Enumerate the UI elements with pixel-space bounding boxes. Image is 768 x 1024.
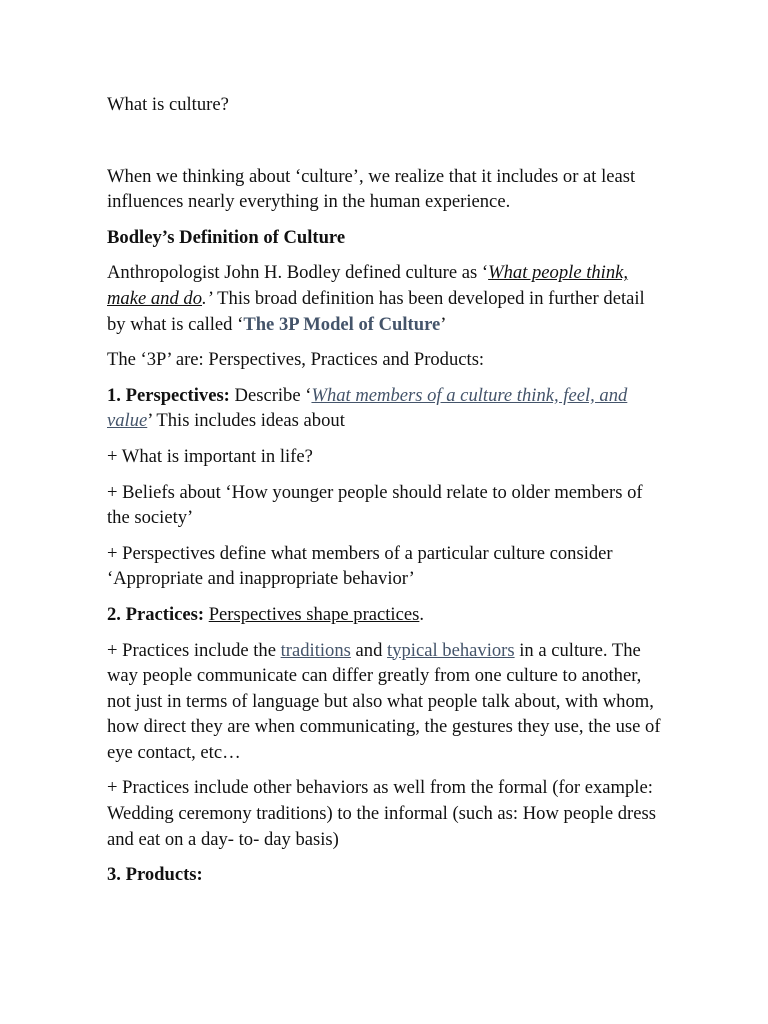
products-heading: 3. Products: (107, 864, 203, 886)
typical-behaviors-link[interactable]: typical behaviors (387, 639, 515, 661)
intro-paragraph: When we thinking about ‘culture’, we realize that it includes or at least influences nearly everything in the human experience. (107, 165, 636, 213)
bullet-important-in-life: + What is important in life? (107, 445, 313, 467)
practices-paragraph-2: + Practices include other behaviors as well from the formal (for example: Wedding ceremony traditions) to the informal (such as: How people dress and eat on a day- to- day basis) (107, 777, 656, 850)
three-p-paragraph: The ‘3P’ are: Perspectives, Practices and Products: (107, 349, 485, 371)
bullet-appropriate-behavior: + Perspectives define what members of a particular culture consider ‘Appropriate and inappropriate behavior’ (107, 542, 613, 590)
practices-paragraph-1 (107, 638, 667, 766)
bodley-paragraph (107, 260, 667, 337)
practices-p1-and: and (350, 639, 388, 661)
perspectives-desc-prefix: Describe ‘ (229, 384, 312, 406)
practices-p1-prefix: + Practices include the (107, 639, 281, 661)
perspectives-link[interactable]: What members of a culture think, feel, and value (107, 384, 628, 432)
traditions-link[interactable]: traditions (280, 639, 351, 661)
perspectives-desc-suffix: ’ This includes ideas about (147, 410, 345, 432)
document-page (107, 92, 667, 898)
heading-bodley-definition: Bodley’s Definition of Culture (107, 226, 346, 248)
document-title: What is culture? (107, 94, 229, 115)
bullet-beliefs: + Beliefs about ‘How younger people should relate to older members of the society’ (107, 481, 643, 529)
practices-label: 2. Practices: (107, 603, 205, 625)
model-name: The 3P Model of Culture (243, 313, 441, 335)
practices-underlined: Perspectives shape practices (208, 603, 420, 625)
practices-heading (107, 602, 667, 628)
bodley-mid: This broad definition has been developed in further detail by what is called ‘ (107, 287, 645, 335)
bodley-quote: What people think, make and do (107, 262, 629, 309)
practices-p1-suffix: in a culture. The way people communicate can differ greatly from one culture to another, not just in terms of language but also what people talk about, with whom, how direct they are when communicating, the gestures they use, the use of eye contact, etc… (107, 639, 661, 763)
bodley-quote-end: .’ (202, 287, 213, 309)
practices-period: . (419, 603, 425, 625)
perspectives-paragraph (107, 383, 667, 434)
bodley-prefix: Anthropologist John H. Bodley defined culture as ‘ (107, 262, 489, 284)
perspectives-label: 1. Perspectives: (107, 384, 230, 406)
bodley-suffix: ’ (440, 313, 447, 335)
